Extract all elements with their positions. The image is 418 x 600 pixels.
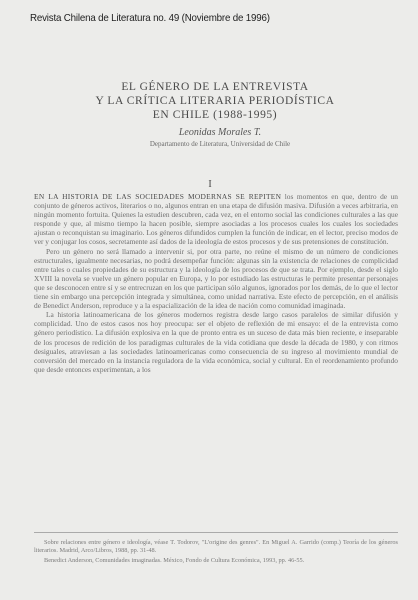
paragraph-1-text: los momentos en que, dentro de un conjunto de géneros activos, literarios o no, algunos entran en una etapa de difusión masiva. Difusión a veces arbitraria, en ningún momento fortuita. Quienes la estudien descubren, cada vez, en el entorno social las condiciones culturales a las que responde y que, al mismo tiempo la hacen posible, siempre asociadas a los procesos cuales los cuales los sociedades ajustan o reconquistan su imaginario. Los géneros difundidos cumplen la función de indicar, en el lector, preciso modos de ver y conjugar los cosos, secretamente así dados de la ideología de estos procesos y de sus pretensiones de constitución. <box>34 192 398 247</box>
title-line-2: Y LA CRÍTICA LITERARIA PERIODÍSTICA <box>95 95 335 107</box>
article-body <box>34 192 398 374</box>
section-number: I <box>208 179 212 190</box>
title-line-3: EN CHILE (1988-1995) <box>152 109 278 121</box>
footnote-1: Sobre relaciones entre género e ideología, véase T. Todorov, "L'origine des genres". En Miguel A. Garrido (comp.) Teoría de los géneros literarios. Madrid, Arco/Libros, 1988, pp. 31-48. <box>34 539 398 554</box>
paragraph-2: Pero un género no será llamado a intervenir si, por otra parte, no reúne el mismo de un número de condiciones estructurales, igualmente necesarias, no podrá desempeñar función: algunas sin la existencia de relaciones de complicidad entre tales o cuales propiedades de su estructura y la ideología de los procesos de que se trata. Por ejemplo, desde el siglo XVIII la novela se vuelve un género popular en Europa, y lo por estudiado las estructuras le permite presentar personajes que se desconocen entre sí y se entrecruzan en los que participan sólo algunos, ignorados por los demás, de lo que el lector tiene sin embargo una percepción integrada y simultánea, como unidad narrativa. Este efecto de percepción, en el análisis de Benedict Anderson, reproduce y a la espacialización de la idea de nación como comunidad imaginada. <box>34 246 398 311</box>
paragraph-3: La historia latinoamericana de los géneros modernos registra desde largo casos paralelos de similar difusión y complicidad. Uno de estos casos nos hoy preocupa: ser el objeto de reflexión de mi ensayo: el de la entrevista como género periodístico. La difusión explosiva en la que de pronto entra es un suceso de data más bien reciente, e inseparable de los procesos de redición de los paradigmas culturales de la vida cotidiana que desde la década de 1980, y con ritmos desiguales, atraviesan a las sociedades latinoamericanas como consecuencia de su ingreso al movimiento mundial de conversión del mercado en la instancia reguladora de la vida económica, social y cultural. En el reordenamiento profundo que desde entonces experimentan, a los <box>34 310 398 374</box>
footnote-2: Benedict Anderson, Comunidades imaginadas. México, Fondo de Cultura Económica, 1993, pp. 46-55. <box>44 557 305 564</box>
journal-header: Revista Chilena de Literatura no. 49 (Noviembre de 1996) <box>30 12 270 24</box>
footnotes <box>34 532 398 567</box>
author-name: Leonidas Morales T. <box>178 127 262 138</box>
author-affiliation: Departamento de Literatura, Universidad de Chile <box>149 140 291 148</box>
paragraph-1-lead: EN LA HISTORIA DE LAS SOCIEDADES MODERNAS SE REPITEN <box>34 192 282 201</box>
title-line-1: EL GÉNERO DE LA ENTREVISTA <box>121 81 309 93</box>
paragraph-1 <box>34 192 398 247</box>
article-title <box>70 80 360 122</box>
